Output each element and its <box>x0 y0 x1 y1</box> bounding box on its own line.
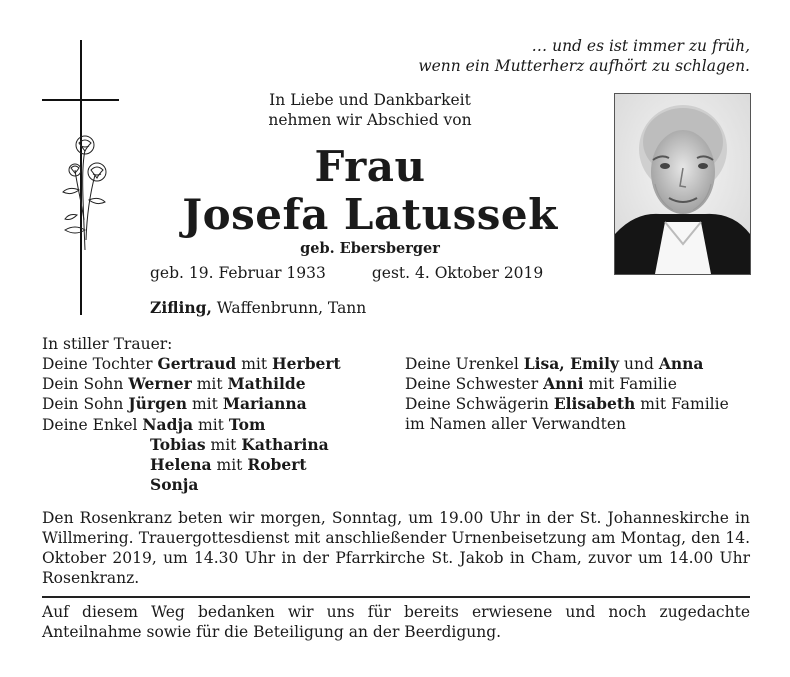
intro-text <box>215 90 525 130</box>
places <box>150 298 366 317</box>
mourner-line: Tobias mit Katharina <box>150 434 329 454</box>
mourners-left-list <box>42 354 402 495</box>
mourner-line: Deine Urenkel Lisa, Emily und Anna <box>405 354 704 373</box>
birth-date: geb. 19. Februar 1933 <box>150 264 326 282</box>
quote-line-1: … und es ist immer zu früh, <box>531 37 750 55</box>
mourner-line: im Namen aller Verwandten <box>405 414 626 433</box>
salutation: Frau <box>314 142 426 191</box>
intro-line-2: nehmen wir Abschied von <box>268 111 472 129</box>
divider <box>42 596 750 598</box>
mourners-heading: In stiller Trauer: <box>42 335 173 353</box>
service-info: Den Rosenkranz beten wir morgen, Sonntag, um 19.00 Uhr in der St. Johanneskirche in Willmering. Trauergottesdienst mit anschließender Urnenbeisetzung am Montag, den 14. Oktober 2019, um 14.30 Uhr in der Pfarrkirche St. Jakob in Cham, zuvor um 14.00 Uhr Rosenkranz. <box>42 509 750 587</box>
quote-line-2: wenn ein Mutterherz aufhört zu schlagen. <box>418 57 750 75</box>
intro-line-1: In Liebe und Dankbarkeit <box>269 91 471 109</box>
mourner-line: Dein Sohn Werner mit Mathilde <box>42 374 306 394</box>
mourner-line: Deine Schwägerin Elisabeth mit Familie <box>405 394 729 414</box>
life-dates <box>150 264 543 282</box>
memorial-quote <box>370 36 750 76</box>
place-main: Zifling, <box>150 298 212 317</box>
mourner-line: Deine Tochter Gertraud mit Herbert <box>42 354 341 373</box>
mourner-line: Sonja <box>150 475 199 495</box>
mourner-line: Deine Enkel Nadja mit Tom <box>42 414 266 434</box>
birth-name: geb. Ebersberger <box>300 240 440 257</box>
mourner-line: Helena mit Robert <box>150 455 307 475</box>
mourners-right-list <box>405 354 765 434</box>
death-date: gest. 4. Oktober 2019 <box>371 264 544 282</box>
portrait-photo <box>614 93 751 275</box>
portrait-icon <box>615 94 750 274</box>
place-rest: Waffenbrunn, Tann <box>211 299 367 317</box>
cross-icon-horizontal <box>42 99 119 101</box>
deceased-name: Josefa Latussek <box>182 190 558 239</box>
thanks-text: Auf diesem Weg bedanken wir uns für bereits erwiesene und noch zugedachte Anteilnahme sowie für die Beteiligung an der Beerdigung. <box>42 603 750 641</box>
mourner-line: Dein Sohn Jürgen mit Marianna <box>42 394 307 414</box>
rose-icon <box>55 130 115 260</box>
mourner-line: Deine Schwester Anni mit Familie <box>405 374 677 394</box>
